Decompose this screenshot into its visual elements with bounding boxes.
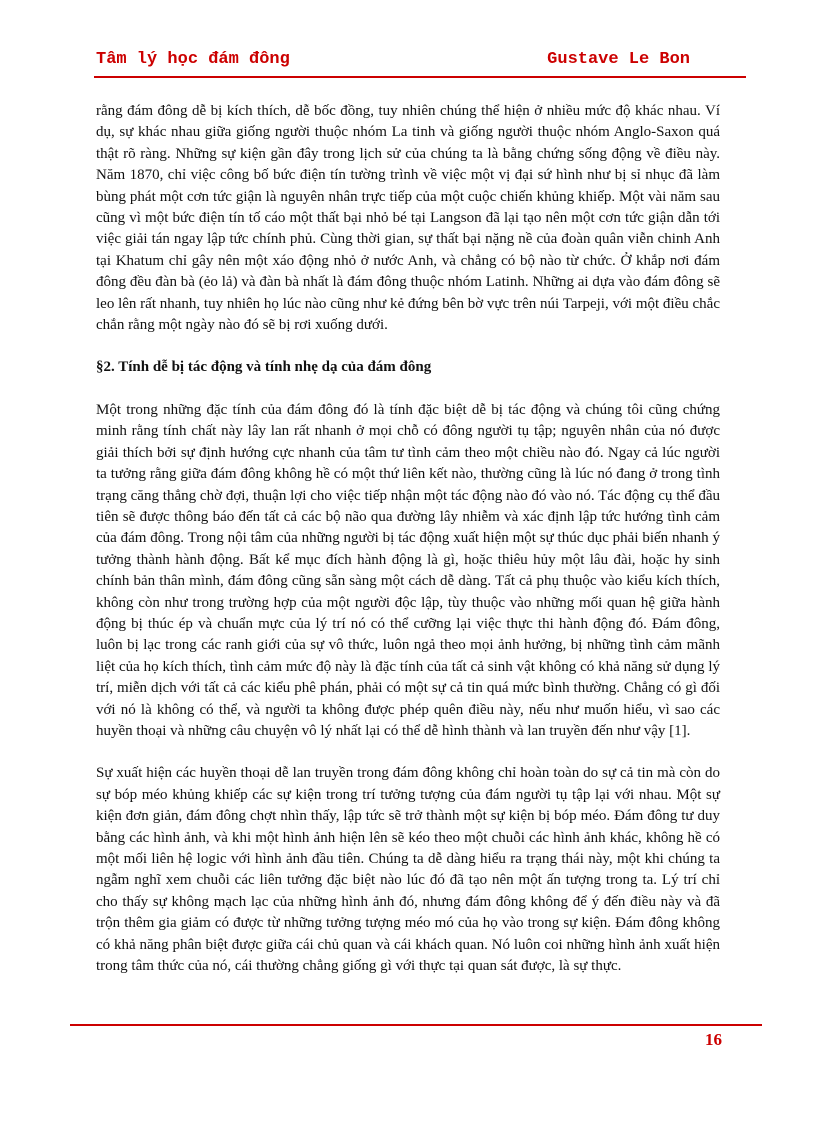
section-heading: §2. Tính dễ bị tác động và tính nhẹ dạ của đám đông [96,359,432,376]
running-header [94,50,694,74]
author-name: Gustave Le Bon [547,50,690,69]
paragraph-2: Một trong những đặc tính của đám đông đó là tính đặc biệt dễ bị tác động và chúng tôi cũng chứng minh rằng tính chất này lây lan rất nhanh ở mọi chỗ có đông người tụ tập; nguyên nhân của nó được giải thích bởi sự định hướng cực nhanh của tâm tư tình cảm theo một chiều nào đó. Ngay cả lúc người ta tưởng rằng giữa đám đông không hề có một thứ liên kết nào, thường cũng là lúc nó đang ở trong tình trạng căng thẳng chờ đợi, thuận lợi cho việc tiếp nhận một tác động nào đó vào nó. Tác động cụ thể đầu tiên sẽ được thông báo đến tất cả các bộ não qua đường lây nhiễm và xác định lập tức hướng tình cảm của đám đông. Trong nội tâm của những người bị tác động xuất hiện một sự thúc dục phải biến nhanh ý tưởng thành hành động. Bất kể mục đích hành động là gì, hoặc thiêu hủy một lâu đài, hoặc hy sinh chính bản thân mình, đám đông cũng sẵn sàng một cách dễ dàng. Tất cả phụ thuộc vào kiểu kích thích, không còn như trong trường hợp của một người độc lập, tùy thuộc vào những mối quan hệ giữa hành động bị thúc ép và chuẩn mực của lý trí nó có thể cưỡng lại việc thực thi hành động đó. Đám đông, luôn bị lạc trong các ranh giới của sự vô thức, luôn ngả theo mọi ảnh hưởng, bị những tình cảm mãnh liệt của họ kích thích, tình cảm mức độ này là đặc tính của tất cả sinh vật không có khả năng sử dụng lý trí, miễn dịch với tất cả các kiểu phê phán, phải có một sự cả tin quá mức bình thường. Chẳng có gì đối với nó là không có thể, và người ta không được phép quên điều này, nếu như muốn hiểu, vì sao các huyền thoại và những câu chuyện vô lý nhất lại có thể dễ hình thành và lan truyền đến như vậy [1]. [96,401,720,739]
paragraph-3: Sự xuất hiện các huyền thoại dễ lan truyền trong đám đông không chỉ hoàn toàn do sự cả tin mà còn do sự bóp méo khủng khiếp các sự kiện trong trí tưởng tượng của đám người tụ tập lại với nhau. Một sự kiện đơn giản, đám đông chợt nhìn thấy, lập tức sẽ trở thành một sự kiện bị bóp méo. Đám đông tư duy bằng các hình ảnh, và khi một hình ảnh hiện lên sẽ kéo theo một chuỗi các hình ảnh khác, không hề có một mối liên hệ logic với hình ảnh đầu tiên. Chúng ta dễ dàng hiểu ra trạng thái này, một khi chúng ta ngẫm nghĩ xem chuỗi các liên tưởng đặc biệt nào lúc đó đã tạo nên một ấn tượng trong ta. Lý trí chỉ cho thấy sự không mạch lạc của những hình ảnh đó, nhưng đám đông không để ý đến điều này và đã trộn thêm gia giảm có được từ những tưởng tượng méo mó của họ vào trong sự kiện. Đám đông không có khả năng phân biệt được giữa cái chủ quan và cái khách quan. Nó luôn coi những hình ảnh xuất hiện trong tâm thức của nó, cái thường chẳng giống gì với thực tại quan sát được, là sự thực. [96,765,720,975]
footer-divider [70,1024,762,1026]
book-title: Tâm lý học đám đông [96,50,290,69]
page-number: 16 [705,1030,722,1049]
page-body [96,101,720,977]
paragraph-1: rằng đám đông dễ bị kích thích, dễ bốc đồng, tuy nhiên chúng thể hiện ở nhiều mức độ khác nhau. Ví dụ, sự khác nhau giữa giống người thuộc nhóm La tinh và giống người thuộc nhóm Anglo-Saxon quá thật rõ ràng. Những sự kiện gần đây trong lịch sử của chúng ta là bằng chứng sống động về điều này. Năm 1870, chỉ việc công bố bức điện tín tường trình về việc một vị đại sứ hình như bị sỉ nhục đã làm bùng phát một cơn tức giận là nguyên nhân trực tiếp của một cuộc chiến khủng khiếp. Một vài năm sau cũng vì một bức điện tín tố cáo một thất bại nhỏ bé tại Langson đã lại tạo nên một cơn tức giận dẫn tới việc giải tán ngay lập tức chính phủ. Cùng thời gian, sự thất bại nặng nề của đoàn quân viễn chinh Anh tại Khatum chỉ gây nên một xáo động nhỏ ở nước Anh, và chẳng có bộ nào từ chức. Ở khắp nơi đám đông đều đàn bà (ẻo lả) và đàn bà nhất là đám đông thuộc nhóm Latinh. Những ai dựa vào đám đông sẽ leo lên rất nhanh, tuy nhiên họ lúc nào cũng như kẻ đứng bên bờ vực trên núi Tarpeji, với một điều chắc chắn rằng một ngày nào đó sẽ bị rơi xuống dưới. [96,103,720,334]
header-divider [94,76,746,78]
